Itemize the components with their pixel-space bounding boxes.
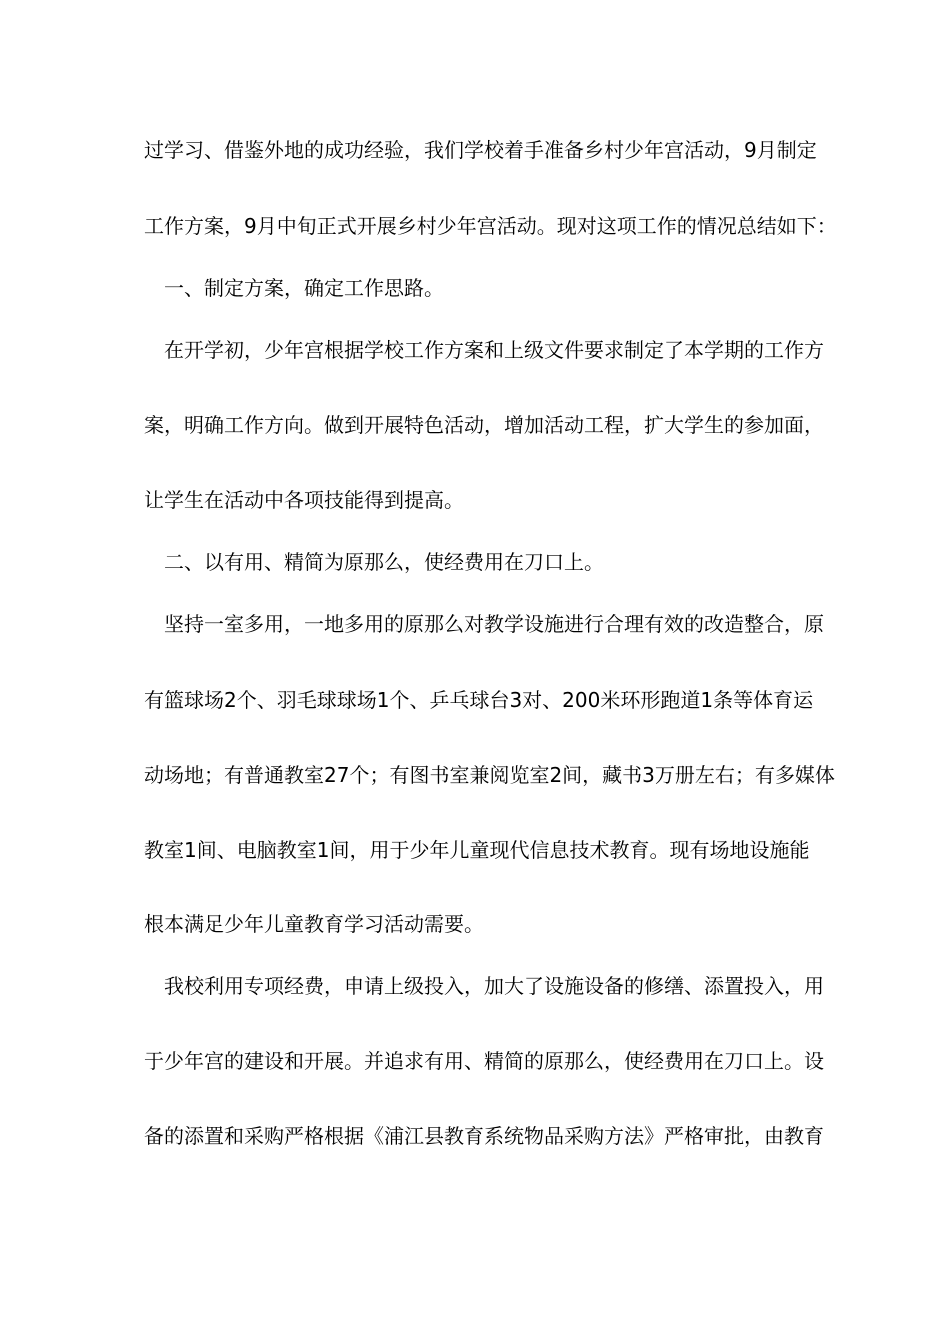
text-line: 有篮球场2个、羽毛球球场1个、乒乓球台3对、200米环形跑道1条等体育运 (144, 688, 814, 712)
text-line: 教室1间、电脑教室1间，用于少年儿童现代信息技术教育。现有场地设施能 (144, 838, 810, 862)
paragraph-first-line: 在开学初，少年宫根据学校工作方案和上级文件要求制定了本学期的工作方 (164, 338, 824, 362)
paragraph-first-line: 我校利用专项经费，申请上级投入，加大了设施设备的修缮、添置投入，用 (164, 974, 824, 998)
paragraph-first-line: 坚持一室多用，一地多用的原那么对教学设施进行合理有效的改造整合，原 (164, 612, 824, 636)
text-line: 让学生在活动中各项技能得到提高。 (144, 488, 464, 512)
text-line: 根本满足少年儿童教育学习活动需要。 (144, 912, 484, 936)
text-line: 备的添置和采购严格根据《浦江县教育系统物品采购方法》严格审批，由教育 (144, 1124, 824, 1148)
text-line: 工作方案，9月中旬正式开展乡村少年宫活动。现对这项工作的情况总结如下： (144, 214, 837, 238)
text-line: 案，明确工作方向。做到开展特色活动，增加活动工程，扩大学生的参加面， (144, 413, 824, 437)
text-line: 于少年宫的建设和开展。并追求有用、精简的原那么，使经费用在刀口上。设 (144, 1049, 824, 1073)
section-heading: 一、制定方案，确定工作思路。 (164, 276, 444, 300)
section-heading: 二、以有用、精简为原那么，使经费用在刀口上。 (164, 550, 604, 574)
text-line: 动场地；有普通教室27个；有图书室兼阅览室2间，藏书3万册左右；有多媒体 (144, 763, 835, 787)
text-line: 过学习、借鉴外地的成功经验，我们学校着手准备乡村少年宫活动，9月制定 (144, 138, 817, 162)
